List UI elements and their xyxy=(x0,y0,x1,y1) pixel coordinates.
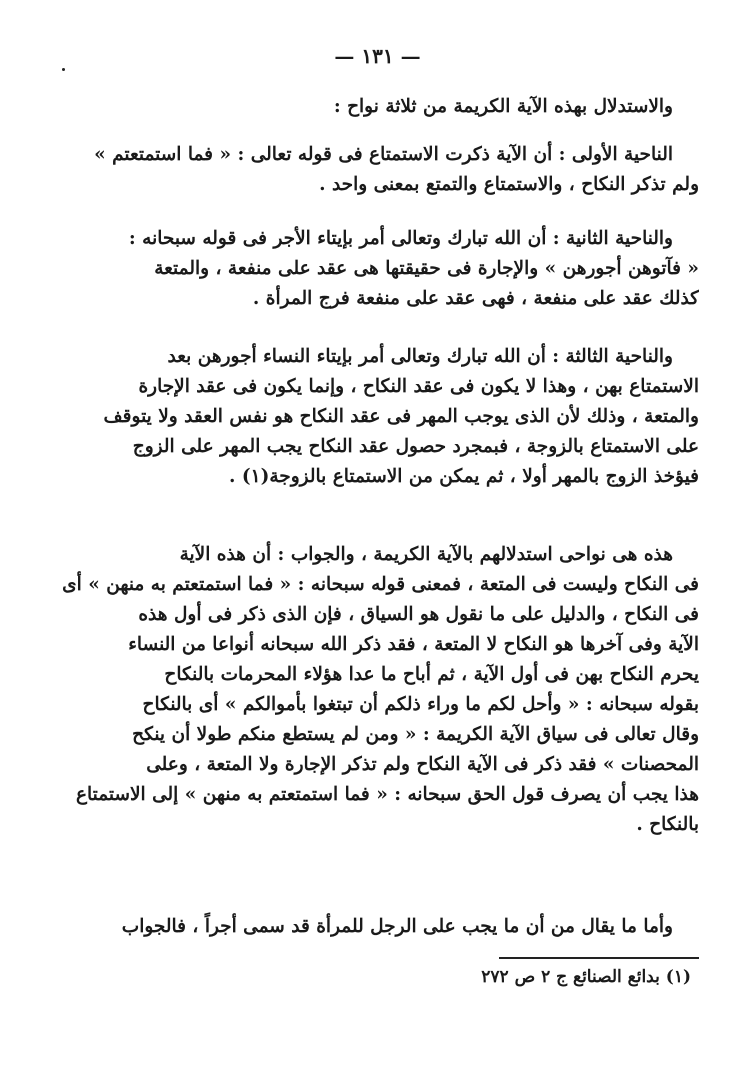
paragraph-closing xyxy=(59,912,699,942)
text-line: هذا يجب أن يصرف قول الحق سبحانه : « فما استمتعتم به منهن » إلى الاستمتاع xyxy=(75,784,699,805)
text-line: والناحية الثانية : أن الله تبارك وتعالى أمر بإيتاء الأجر فى قوله سبحانه : xyxy=(128,228,673,249)
paragraph-answer xyxy=(59,540,699,840)
text-line: ولم تذكر النكاح ، والاستمتاع والتمتع بمعنى واحد . xyxy=(319,174,699,195)
text-line: فى النكاح ، والدليل على ما نقول هو السياق ، فإن الذى ذكر فى أول هذه xyxy=(138,604,699,625)
text-line: « فآتوهن أجورهن » والإجارة فى حقيقتها هى عقد على منفعة ، والمتعة xyxy=(154,258,699,279)
text-line: بالنكاح . xyxy=(636,814,699,835)
text-line: بقوله سبحانه : « وأحل لكم ما وراء ذلكم أن تبتغوا بأموالكم » أى بالنكاح xyxy=(142,694,699,715)
text-line: وأما ما يقال من أن ما يجب على الرجل للمرأة قد سمى أجراً ، فالجواب xyxy=(121,916,673,937)
text-line: على الاستمتاع بالزوجة ، فبمجرد حصول عقد النكاح يجب المهر على الزوج xyxy=(132,436,699,457)
text-line: كذلك عقد على منفعة ، فهى عقد على منفعة فرج المرأة . xyxy=(252,288,699,309)
paragraph-second-aspect xyxy=(59,224,699,314)
text-line: والناحية الثالثة : أن الله تبارك وتعالى أمر بإيتاء النساء أجورهن بعد xyxy=(167,346,673,367)
text-line: والاستدلال بهذه الآية الكريمة من ثلاثة نواح : xyxy=(333,96,673,117)
paragraph-first-aspect xyxy=(59,140,699,200)
text-line: يحرم النكاح بهن فى أول الآية ، ثم أباح ما عدا هؤلاء المحرمات بالنكاح xyxy=(164,664,699,685)
footnote: (١) بدائع الصنائع ج ٢ ص ٢٧٢ xyxy=(481,967,691,987)
text-line: وقال تعالى فى سياق الآية الكريمة : « ومن لم يستطع منكم طولا أن ينكح xyxy=(132,724,699,745)
text-line: الناحية الأولى : أن الآية ذكرت الاستمتاع فى قوله تعالى : « فما استمتعتم » xyxy=(94,144,673,165)
paragraph-third-aspect xyxy=(59,342,699,492)
footnote-divider xyxy=(499,957,699,959)
text-line: والمتعة ، وذلك لأن الذى يوجب المهر فى عقد النكاح هو نفس العقد ولا يتوقف xyxy=(103,406,699,427)
page-number: — ١٣١ — xyxy=(334,44,421,68)
text-line: المحصنات » فقد ذكر فى الآية النكاح ولم تذكر الإجارة ولا المتعة ، وعلى xyxy=(146,754,699,775)
text-line: هذه هى نواحى استدلالهم بالآية الكريمة ، والجواب : أن هذه الآية xyxy=(179,544,673,565)
ink-speck xyxy=(62,68,65,71)
text-line: فى النكاح وليست فى المتعة ، فمعنى قوله سبحانه : « فما استمتعتم به منهن » أى xyxy=(62,574,699,595)
paragraph-intro xyxy=(59,92,699,122)
text-line: فيؤخذ الزوج بالمهر أولا ، ثم يمكن من الاستمتاع بالزوجة(١) . xyxy=(229,466,699,487)
text-line: الاستمتاع بهن ، وهذا لا يكون فى عقد النكاح ، وإنما يكون فى عقد الإجارة xyxy=(138,376,699,397)
text-line: الآية وفى آخرها هو النكاح لا المتعة ، فقد ذكر الله سبحانه أنواعا من النساء xyxy=(128,634,699,655)
